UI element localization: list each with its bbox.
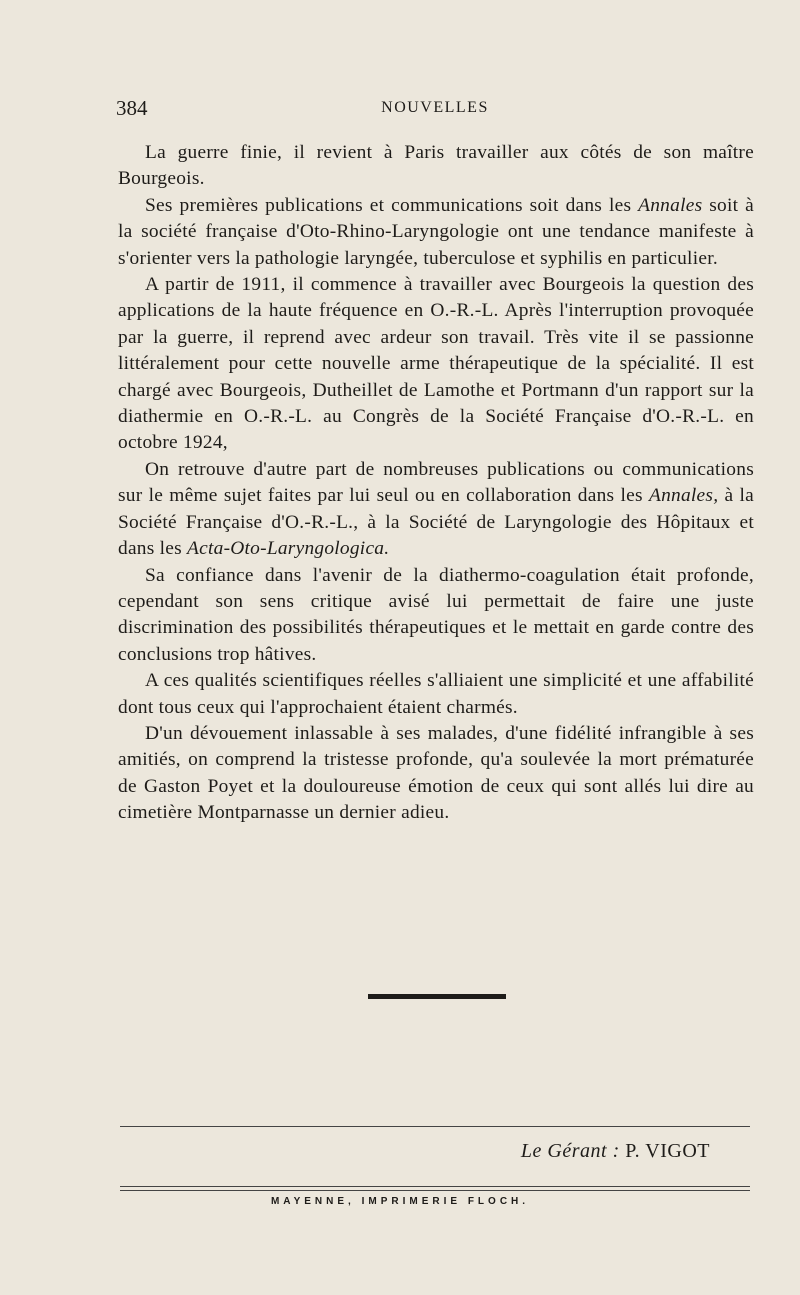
paragraph-7: D'un dévouement inlassable à ses malades, d'une fidélité infrangible à ses amitiés, on comprend la tristesse profonde, qu'a soulevée la mort prématurée de Gaston Poyet et la douloureuse émotion de ceux qui sont allés lui dire au cimetière Montparnasse un dernier adieu.: [118, 722, 754, 824]
page-number: 384: [116, 96, 148, 120]
running-title: NOUVELLES: [381, 99, 489, 116]
annales-title-2: Annales,: [648, 485, 719, 507]
paragraph-3: A partir de 1911, il commence à travailler avec Bourgeois la question des applications de la haute fréquence en O.-R.-L. Après l'interruption provoquée par la guerre, il reprend avec ardeur son travail. Très vite il se passionne littéralement pour cette nouvelle arme thérapeutique de la spécialité. Il est chargé avec Bourgeois, Dutheillet de Lamothe et Portmann d'un rapport sur la diathermie en O.-R.-L. au Congrès de la Société Française d'O.-R.-L. en octobre 1924,: [118, 274, 754, 454]
paragraph-4-text-a: On retrouve d'autre part de nombreuses publications ou communications sur le même sujet faites par lui seul ou en collaboration dans les: [118, 458, 754, 507]
paragraph-4: [118, 457, 754, 563]
gerant-name: P. VIGOT: [619, 1140, 710, 1162]
end-ornament-rule: [368, 994, 506, 999]
paragraph-5: Sa confiance dans l'avenir de la diathermo-coagulation était profonde, cependant son sens critique avisé lui permettait de faire une juste discrimination des possibilités thérapeutiques et le mettait en garde contre des conclusions trop hâtives.: [118, 564, 754, 665]
paragraph-6: A ces qualités scientifiques réelles s'alliaient une simplicité et une affabilité dont tous ceux qui l'approchaient étaient charmés.: [118, 670, 754, 718]
footer-double-rule: [120, 1186, 750, 1191]
acta-title: Acta-Oto-Laryngologica.: [187, 538, 390, 560]
gerant-line: [521, 1140, 710, 1163]
paragraph-2-text-b: soit à la société française d'Oto-Rhino-Laryngologie ont une tendance manifeste à s'orienter vers la pathologie laryngée, tuberculose et syphilis en particulier.: [118, 194, 754, 269]
page-header: [116, 96, 754, 126]
paragraph-4-text-b: à la Société Française d'O.-R.-L., à la Société de Laryngologie des Hôpitaux et dans les: [118, 485, 755, 560]
paragraph-2: [118, 193, 754, 272]
footer-rule: [120, 1126, 750, 1127]
gerant-label: Le Gérant :: [520, 1140, 620, 1162]
printer-imprint: MAYENNE, IMPRIMERIE FLOCH.: [270, 1196, 530, 1207]
annales-title: Annales: [638, 194, 703, 216]
article-body: [118, 140, 754, 827]
paragraph-2-text-a: Ses premières publications et communications soit dans les: [145, 194, 639, 216]
paragraph-1: La guerre finie, il revient à Paris travailler aux côtés de son maître Bourgeois.: [118, 142, 754, 190]
